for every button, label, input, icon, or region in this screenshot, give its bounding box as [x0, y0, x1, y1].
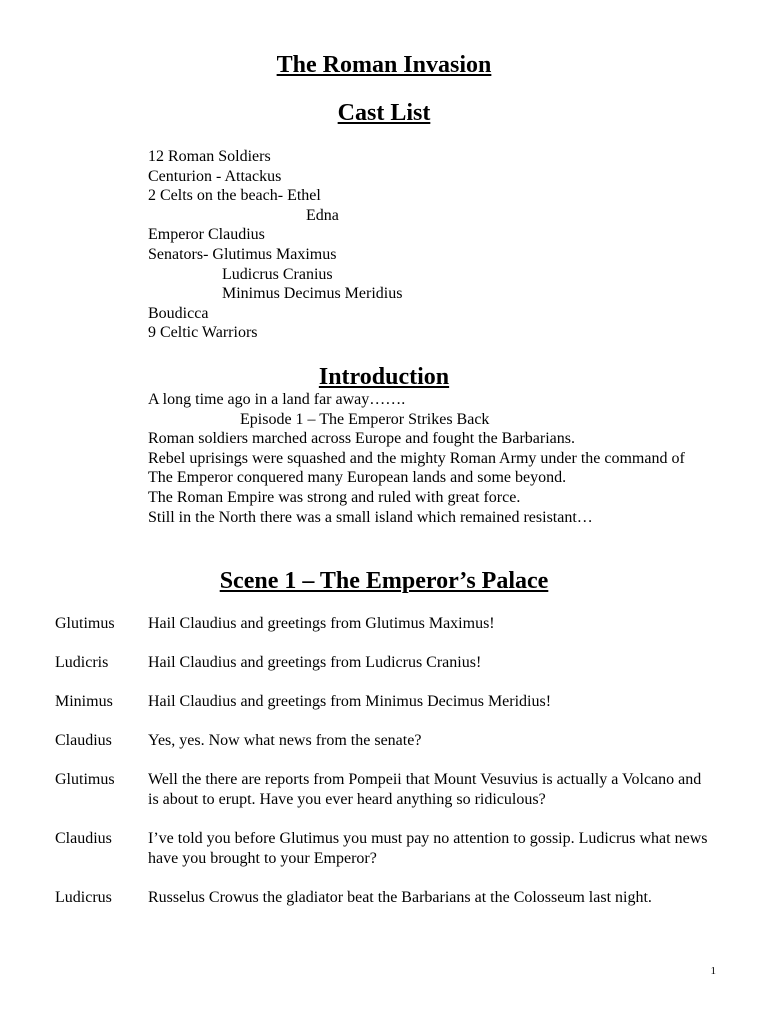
cast-item: Senators- Glutimus Maximus [148, 245, 337, 263]
scene-heading: Scene 1 – The Emperor’s Palace [219, 568, 549, 594]
intro-paragraph: Rebel uprisings were squashed and the mighty Roman Army under the command of The Emperor conquered many European lands and some beyond. [148, 449, 685, 487]
speaker-name: Claudius [55, 732, 112, 749]
document-title: The Roman Invasion [276, 52, 492, 78]
intro-paragraph: The Roman Empire was strong and ruled with great force. [148, 488, 521, 506]
speech-text: I’ve told you before Glutimus you must pay no attention to gossip. Ludicrus what news have you brought to your Emperor? [148, 830, 708, 867]
introduction-text [148, 390, 708, 527]
cast-item: Centurion - Attackus [148, 167, 282, 185]
speaker-name: Claudius [55, 830, 112, 847]
speaker-name: Ludicris [55, 654, 109, 671]
speech-text: Hail Claudius and greetings from Minimus Decimus Meridius! [148, 693, 552, 710]
intro-paragraph: A long time ago in a land far away……. [148, 391, 406, 408]
cast-list-heading: Cast List [337, 100, 431, 126]
speaker-name: Glutimus [55, 771, 115, 788]
speech-text: Hail Claudius and greetings from Glutimus Maximus! [148, 615, 495, 632]
speech-text: Yes, yes. Now what news from the senate? [148, 732, 422, 749]
episode-title: Episode 1 – The Emperor Strikes Back [240, 410, 490, 428]
cast-item: Ludicrus Cranius [222, 265, 333, 283]
speaker-name: Ludicrus [55, 889, 112, 906]
intro-paragraph: Roman soldiers marched across Europe and fought the Barbarians. [148, 430, 575, 448]
intro-paragraph: Still in the North there was a small island which remained resistant… [148, 508, 593, 526]
cast-item: Emperor Claudius [148, 226, 265, 244]
speaker-name: Minimus [55, 693, 113, 710]
speech-text: Well the there are reports from Pompeii that Mount Vesuvius is actually a Volcano and is about to erupt. Have you ever heard anything so ridiculous? [148, 771, 702, 808]
page-number: 1 [710, 965, 716, 977]
cast-item: 2 Celts on the beach- Ethel [148, 187, 321, 205]
cast-item: Minimus Decimus Meridius [222, 285, 403, 303]
cast-item: 9 Celtic Warriors [148, 324, 258, 342]
speaker-name: Glutimus [55, 615, 115, 632]
speech-text: Russelus Crowus the gladiator beat the Barbarians at the Colosseum last night. [148, 889, 652, 906]
cast-item: Edna [306, 206, 339, 224]
cast-item: 12 Roman Soldiers [148, 148, 271, 165]
speech-text: Hail Claudius and greetings from Ludicrus Cranius! [148, 654, 482, 671]
cast-item: Boudicca [148, 304, 209, 322]
cast-list [148, 147, 708, 343]
introduction-heading: Introduction [318, 364, 450, 390]
